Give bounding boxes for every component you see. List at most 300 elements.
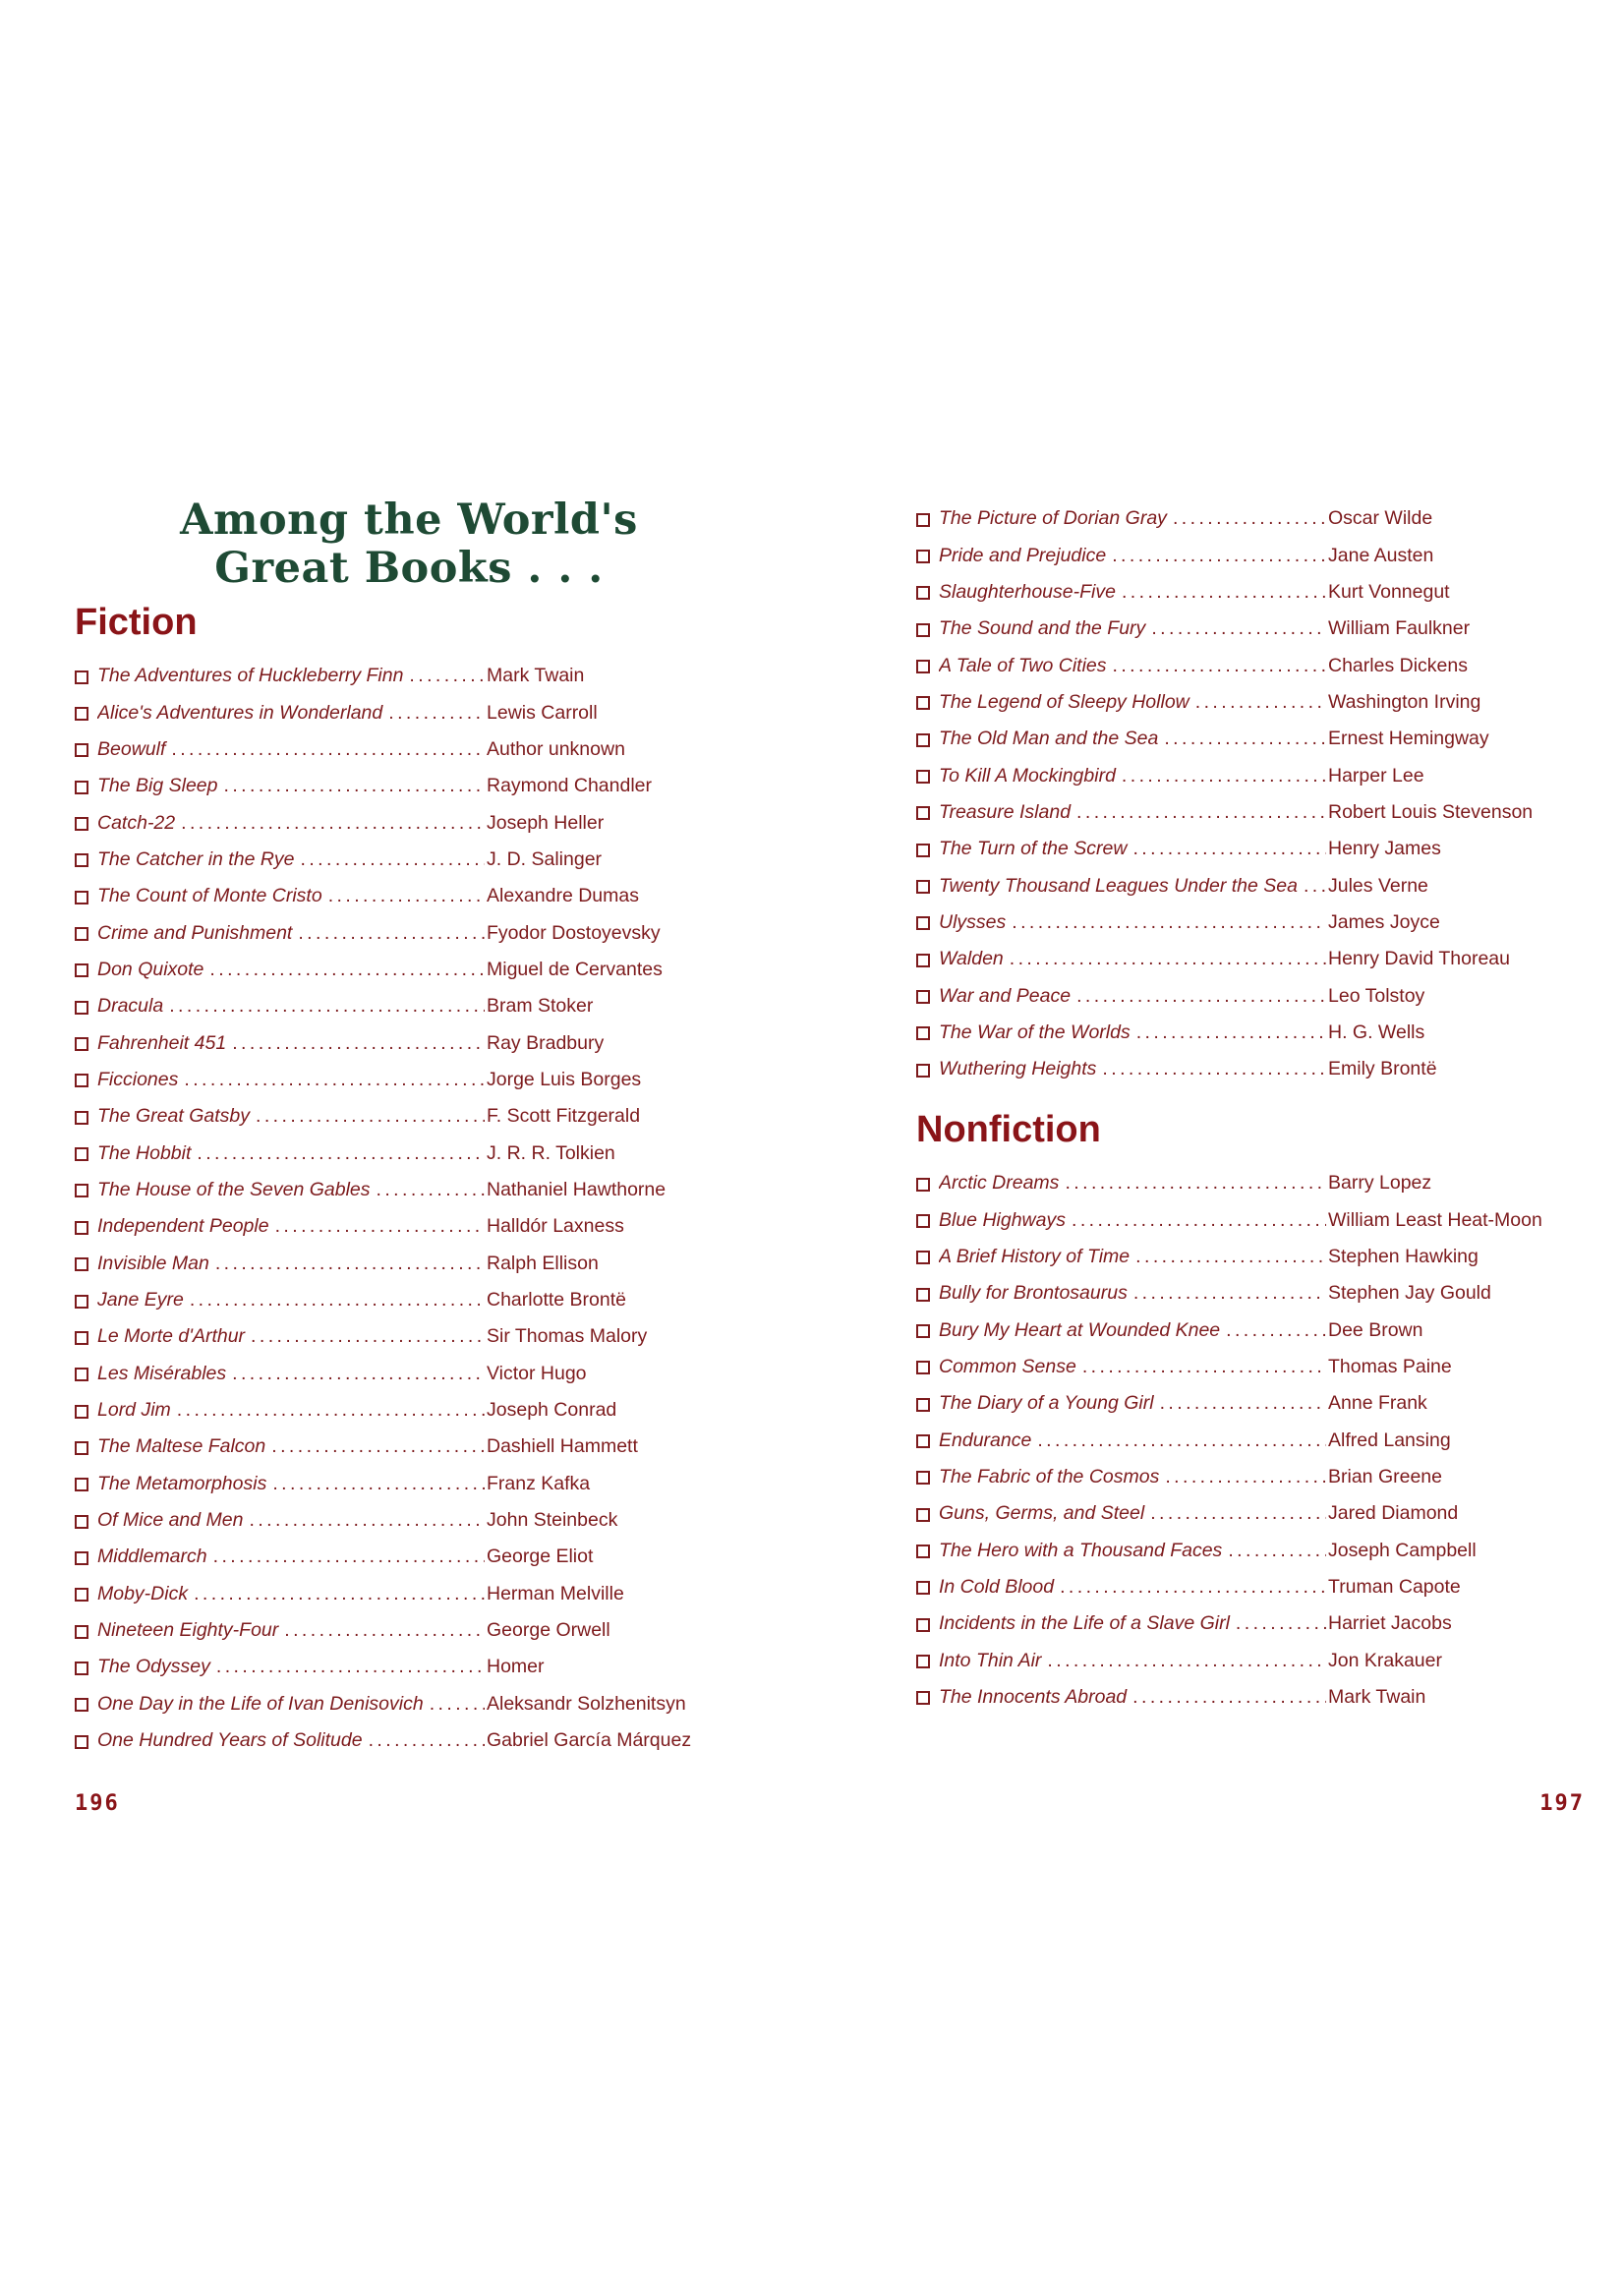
book-list-item [916,977,1533,1014]
book-list-item [916,1312,1542,1348]
title-with-leader [939,838,1326,860]
book-list-item [916,1495,1542,1532]
title-with-leader [97,1693,485,1716]
checkbox-icon[interactable] [916,770,930,784]
book-title: The Fabric of the Cosmos [939,1465,1160,1487]
book-title: One Hundred Years of Solitude [97,1729,363,1752]
dot-leader [1226,1319,1326,1342]
checkbox-icon[interactable] [916,844,930,857]
title-with-leader [97,1325,485,1348]
book-list-item [916,1275,1542,1312]
dot-leader [388,702,485,725]
title-with-leader [97,959,485,981]
dot-leader [1136,1021,1326,1044]
page-number-right: 197 [1539,1791,1585,1816]
dot-leader [1195,691,1326,714]
book-title: The Great Gatsby [97,1105,250,1128]
book-author: Joseph Campbell [1328,1539,1477,1561]
book-list-item [75,1612,691,1649]
checkbox-icon[interactable] [75,1074,88,1087]
book-title: The Turn of the Screw [939,838,1128,860]
title-with-leader [939,1392,1326,1415]
book-list-item [75,1318,691,1355]
checkbox-icon[interactable] [916,1178,930,1192]
title-with-leader [97,1363,485,1385]
book-title: The Count of Monte Cristo [97,885,322,907]
checkbox-icon[interactable] [75,1662,88,1675]
checkbox-icon[interactable] [75,1111,88,1125]
title-with-leader [939,1172,1326,1195]
dot-leader [1037,1429,1326,1452]
title-with-leader [97,1509,485,1532]
book-list-item [916,904,1533,941]
title-with-leader [939,655,1326,677]
book-author: Truman Capote [1328,1575,1461,1598]
checkbox-icon[interactable] [916,1655,930,1668]
checkbox-icon[interactable] [75,1257,88,1271]
checkbox-icon[interactable] [75,1698,88,1712]
checkbox-icon[interactable] [75,1368,88,1381]
dot-leader [1304,875,1326,898]
dot-leader [181,812,485,835]
book-author: Jared Diamond [1328,1502,1459,1525]
book-list-item [916,1165,1542,1201]
checkbox-icon[interactable] [916,990,930,1004]
book-title: War and Peace [939,984,1072,1007]
checkbox-icon[interactable] [916,550,930,563]
checkbox-icon[interactable] [75,853,88,867]
book-list-item [75,878,691,914]
checkbox-icon[interactable] [916,1581,930,1595]
title-with-leader [939,1650,1326,1672]
checkbox-icon[interactable] [916,1361,930,1374]
dot-leader [184,1069,485,1091]
dot-leader [1132,1686,1326,1709]
book-list-item [75,1062,691,1098]
book-list-item [75,1356,691,1392]
book-author: Sir Thomas Malory [487,1325,648,1348]
book-title: Independent People [97,1215,269,1238]
checkbox-icon[interactable] [75,1037,88,1051]
book-list-item [916,1605,1542,1642]
book-list-item [916,1459,1542,1495]
book-author: Emily Brontë [1328,1058,1437,1080]
title-with-leader [939,1319,1326,1342]
title-with-leader [97,1032,485,1055]
dot-leader [1165,1466,1326,1488]
dot-leader [377,1179,485,1201]
book-title: The Old Man and the Sea [939,728,1159,750]
title-with-leader [939,1686,1326,1709]
book-title: Moby-Dick [97,1582,189,1604]
book-list-item [916,757,1533,793]
book-author: Charlotte Brontë [487,1289,626,1312]
dot-leader [1082,1356,1326,1378]
book-author: J. D. Salinger [487,847,603,870]
book-list-item [75,1098,691,1135]
book-author: Ernest Hemingway [1328,728,1489,750]
title-with-leader [97,1399,485,1422]
checkbox-icon[interactable] [916,1398,930,1412]
book-list-item [916,574,1533,611]
checkbox-icon[interactable] [75,891,88,904]
book-author: Charles Dickens [1328,654,1468,676]
dot-leader [1133,1282,1326,1305]
checkbox-icon[interactable] [75,1295,88,1309]
book-author: Halldór Laxness [487,1215,624,1238]
dot-leader [1012,911,1326,934]
title-with-leader [939,545,1326,567]
checkbox-icon[interactable] [916,1618,930,1632]
dot-leader [1151,617,1326,640]
checkbox-icon[interactable] [75,1735,88,1749]
book-list-item [916,1349,1542,1385]
checkbox-icon[interactable] [75,927,88,941]
title-with-leader [939,507,1326,530]
dot-leader [1122,581,1326,604]
book-title: The Odyssey [97,1656,210,1678]
title-with-leader [97,848,485,871]
book-list-item [75,1502,691,1539]
book-title: Invisible Man [97,1252,209,1274]
dot-leader [430,1693,485,1716]
book-title: Pride and Prejudice [939,544,1107,566]
checkbox-icon[interactable] [916,1251,930,1264]
title-with-leader [939,1282,1326,1305]
dot-leader [284,1619,485,1642]
book-title: The Catcher in the Rye [97,847,295,870]
book-list-item [75,952,691,988]
checkbox-icon[interactable] [916,733,930,747]
title-with-leader [939,948,1326,970]
checkbox-icon[interactable] [916,696,930,710]
dot-leader [232,1363,485,1385]
book-author: George Orwell [487,1619,610,1642]
book-list-item [916,721,1533,757]
book-list-item [916,1385,1542,1422]
book-title: The Hobbit [97,1141,192,1164]
book-author: Dee Brown [1328,1318,1423,1341]
title-with-leader [97,1215,485,1238]
book-title: The Big Sleep [97,775,218,797]
dot-leader [1150,1502,1326,1525]
book-list-item [916,794,1533,831]
book-author: William Faulkner [1328,617,1471,640]
checkbox-icon[interactable] [75,963,88,977]
book-author: John Steinbeck [487,1509,618,1532]
title-with-leader [97,702,485,725]
book-title: Incidents in the Life of a Slave Girl [939,1612,1230,1635]
dot-leader [1076,801,1326,824]
book-author: George Eliot [487,1545,594,1568]
title-with-leader [939,1246,1326,1268]
book-list-item [75,1208,691,1245]
book-author: Jules Verne [1328,874,1428,897]
dot-leader [298,922,485,945]
book-list-item [75,1649,691,1685]
fiction-list-continued [916,500,1533,1088]
book-list-item [75,731,691,768]
book-author: Joseph Conrad [487,1399,617,1422]
book-author: Thomas Paine [1328,1355,1452,1377]
checkbox-icon[interactable] [75,1001,88,1015]
checkbox-icon[interactable] [75,1405,88,1419]
book-list-item [75,1282,691,1318]
book-title: To Kill A Mockingbird [939,764,1116,787]
dot-leader [301,848,485,871]
dot-leader [177,1399,485,1422]
book-list-item [916,941,1533,977]
dot-leader [1173,507,1326,530]
book-author: Alexandre Dumas [487,885,639,907]
book-list-item [75,1722,691,1759]
title-with-leader [939,1576,1326,1599]
book-author: Leo Tolstoy [1328,984,1425,1007]
book-author: Miguel de Cervantes [487,958,663,980]
title-with-leader [97,1142,485,1165]
book-author: Ralph Ellison [487,1252,599,1274]
book-title: Jane Eyre [97,1289,184,1312]
book-title: Les Misérables [97,1362,227,1384]
checkbox-icon[interactable] [916,880,930,894]
checkbox-icon[interactable] [75,1184,88,1197]
book-list-item [75,768,691,804]
title-with-leader [97,1253,485,1275]
title-with-leader [939,1612,1326,1635]
checkbox-icon[interactable] [75,1588,88,1602]
dot-leader [216,1656,485,1678]
book-title: The Diary of a Young Girl [939,1392,1154,1415]
checkbox-icon[interactable] [916,1324,930,1338]
title-with-leader [97,1656,485,1678]
dot-leader [169,995,485,1018]
book-title: Lord Jim [97,1399,171,1422]
checkbox-icon[interactable] [75,671,88,684]
book-title: Bury My Heart at Wounded Knee [939,1318,1221,1341]
book-author: Barry Lopez [1328,1172,1432,1195]
book-title: Of Mice and Men [97,1509,244,1532]
book-list-item [75,842,691,878]
book-author: Jane Austen [1328,544,1434,566]
checkbox-icon[interactable] [916,1508,930,1522]
title-with-leader [939,1021,1326,1044]
book-list-item [75,804,691,841]
book-author: Aleksandr Solzhenitsyn [487,1692,686,1715]
book-title: A Brief History of Time [939,1245,1131,1267]
book-list-item [75,988,691,1024]
book-author: Harper Lee [1328,764,1424,787]
checkbox-icon[interactable] [75,1147,88,1161]
book-author: Harriet Jacobs [1328,1612,1452,1635]
checkbox-icon[interactable] [916,1214,930,1228]
book-list-item [75,694,691,730]
dot-leader [251,1325,485,1348]
book-title: Beowulf [97,737,166,760]
checkbox-icon[interactable] [75,781,88,794]
dot-leader [1010,948,1326,970]
title-with-leader [97,1729,485,1752]
fiction-list [75,658,691,1759]
book-title: Blue Highways [939,1208,1066,1231]
book-list-item [916,831,1533,867]
checkbox-icon[interactable] [916,1288,930,1302]
dot-leader [271,1435,485,1458]
checkbox-icon[interactable] [916,1026,930,1040]
book-list-item [75,1392,691,1429]
book-list-item [75,1429,691,1465]
book-title: Alice's Adventures in Wonderland [97,701,383,724]
book-title: Bully for Brontosaurus [939,1282,1128,1305]
book-author: Fyodor Dostoyevsky [487,921,661,944]
book-title: Treasure Island [939,800,1072,823]
book-list-item [75,1539,691,1575]
book-author: Henry James [1328,838,1441,860]
book-title: Fahrenheit 451 [97,1031,227,1054]
book-author: Oscar Wilde [1328,507,1433,530]
book-author: Nathaniel Hawthorne [487,1178,667,1200]
dot-leader [1060,1576,1326,1599]
nonfiction-heading: Nonfiction [916,1109,1101,1150]
checkbox-icon[interactable] [916,1471,930,1485]
book-title: One Day in the Life of Ivan Denisovich [97,1692,424,1715]
book-title: Dracula [97,995,164,1018]
book-title: Endurance [939,1429,1032,1451]
book-list-item [916,1422,1542,1458]
checkbox-icon[interactable] [916,1545,930,1558]
book-list-item [75,914,691,951]
page-title-line-2: Great Books . . . [214,544,604,593]
checkbox-icon[interactable] [916,954,930,967]
checkbox-icon[interactable] [75,1331,88,1345]
title-with-leader [939,1429,1326,1452]
book-title: The Legend of Sleepy Hollow [939,690,1189,713]
book-list-item [916,1051,1533,1087]
dot-leader [215,1253,485,1275]
title-with-leader [97,738,485,761]
dot-leader [275,1215,485,1238]
title-with-leader [97,1545,485,1568]
book-title: Common Sense [939,1355,1076,1377]
book-title: The Picture of Dorian Gray [939,507,1167,530]
checkbox-icon[interactable] [75,1625,88,1639]
book-title: Nineteen Eighty-Four [97,1619,279,1642]
book-list-item [75,1466,691,1502]
title-with-leader [97,775,485,797]
book-author: Dashiell Hammett [487,1435,638,1458]
dot-leader [272,1473,485,1495]
book-author: James Joyce [1328,910,1440,933]
page-number-left: 196 [75,1791,120,1816]
dot-leader [171,738,485,761]
book-title: The Sound and the Fury [939,617,1146,640]
book-author: F. Scott Fitzgerald [487,1105,641,1128]
checkbox-icon[interactable] [916,1691,930,1705]
book-title: Walden [939,948,1004,970]
checkbox-icon[interactable] [75,1515,88,1529]
book-author: Kurt Vonnegut [1328,580,1450,603]
checkbox-icon[interactable] [916,1434,930,1448]
dot-leader [409,665,485,687]
book-list-item [75,1246,691,1282]
book-title: Guns, Germs, and Steel [939,1502,1145,1525]
book-author: Victor Hugo [487,1362,587,1384]
title-with-leader [97,995,485,1018]
book-list-item [75,1686,691,1722]
book-list-item [916,1239,1542,1275]
title-with-leader [939,1058,1326,1080]
dot-leader [1065,1172,1326,1195]
book-list-item [75,1135,691,1171]
title-with-leader [939,911,1326,934]
book-list-item [916,611,1533,647]
book-title: Slaughterhouse-Five [939,580,1116,603]
book-list-item [916,1569,1542,1605]
book-title: Arctic Dreams [939,1172,1060,1195]
checkbox-icon[interactable] [75,817,88,831]
checkbox-icon[interactable] [75,1441,88,1455]
checkbox-icon[interactable] [916,660,930,673]
book-title: Middlemarch [97,1545,207,1568]
book-author: Lewis Carroll [487,701,598,724]
checkbox-icon[interactable] [916,1064,930,1078]
book-author: Joseph Heller [487,811,605,834]
dot-leader [1160,1392,1326,1415]
book-author: J. R. R. Tolkien [487,1141,615,1164]
checkbox-icon[interactable] [75,1478,88,1491]
book-list-item [75,658,691,694]
checkbox-icon[interactable] [75,707,88,721]
title-with-leader [97,885,485,907]
title-with-leader [97,1179,485,1201]
book-title: Catch-22 [97,811,176,834]
book-author: Alfred Lansing [1328,1429,1451,1451]
checkbox-icon[interactable] [75,743,88,757]
title-with-leader [97,922,485,945]
book-author: Gabriel García Márquez [487,1729,692,1752]
book-title: The Adventures of Huckleberry Finn [97,665,404,687]
checkbox-icon[interactable] [75,1221,88,1235]
dot-leader [369,1729,485,1752]
page-title [75,496,743,593]
checkbox-icon[interactable] [916,806,930,820]
book-title: The Hero with a Thousand Faces [939,1539,1223,1561]
title-with-leader [97,1289,485,1312]
dot-leader [1102,1058,1326,1080]
book-title: In Cold Blood [939,1575,1055,1598]
checkbox-icon[interactable] [75,1551,88,1565]
checkbox-icon[interactable] [916,916,930,930]
checkbox-icon[interactable] [916,513,930,527]
book-list-item [916,1015,1533,1051]
title-with-leader [97,665,485,687]
book-list-item [916,1642,1542,1678]
checkbox-icon[interactable] [916,623,930,637]
book-list-item [916,1532,1542,1568]
title-with-leader [939,1356,1326,1378]
book-author: Mark Twain [1328,1685,1426,1708]
dot-leader [224,775,486,797]
dot-leader [190,1289,485,1312]
title-with-leader [939,875,1326,898]
dot-leader [1047,1650,1326,1672]
page-title-line-1: Among the World's [180,496,638,545]
book-list-item [916,684,1533,721]
checkbox-icon[interactable] [916,586,930,600]
dot-leader [213,1545,485,1568]
title-with-leader [97,1583,485,1605]
book-author: Washington Irving [1328,690,1481,713]
book-list-item [75,1024,691,1061]
